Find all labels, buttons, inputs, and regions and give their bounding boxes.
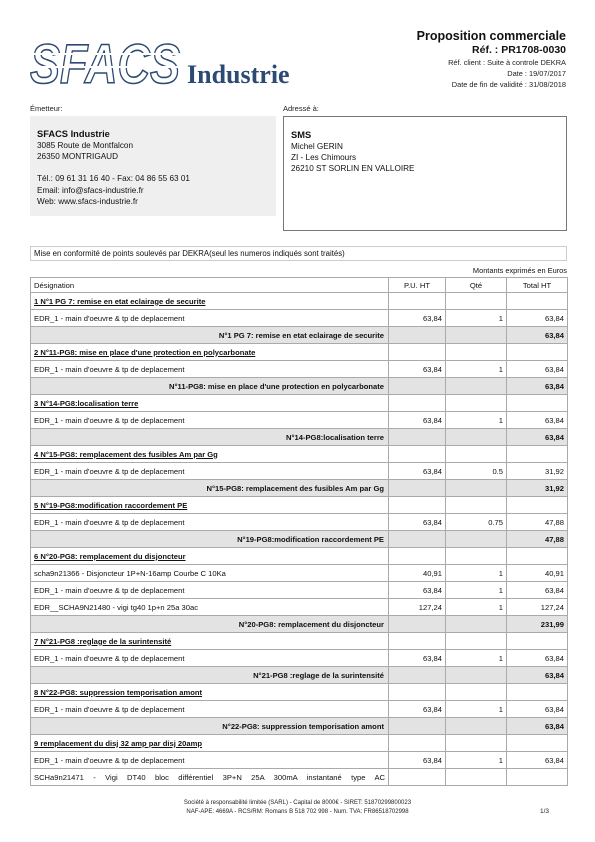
empty-cell bbox=[507, 293, 568, 310]
emitter-address-line2: 26350 MONTRIGAUD bbox=[37, 152, 118, 162]
empty-cell bbox=[389, 548, 446, 565]
subtotal-label: N°19-PG8:modification raccordement PE bbox=[31, 531, 389, 548]
empty-cell bbox=[446, 531, 507, 548]
line-total: 47,88 bbox=[507, 514, 568, 531]
section-subtotal-row bbox=[31, 531, 568, 548]
empty-cell bbox=[507, 548, 568, 565]
empty-cell bbox=[389, 446, 446, 463]
section-title-row bbox=[31, 548, 568, 565]
subtotal-amount: 63,84 bbox=[507, 327, 568, 344]
empty-cell bbox=[446, 378, 507, 395]
column-header-designation: Désignation bbox=[31, 278, 389, 293]
line-item-row bbox=[31, 650, 568, 667]
section-title: 4 N°15-PG8: remplacement des fusibles Am par Gg bbox=[31, 446, 389, 463]
empty-cell bbox=[446, 684, 507, 701]
empty-cell bbox=[446, 548, 507, 565]
section-title-row bbox=[31, 395, 568, 412]
line-quantity bbox=[446, 769, 507, 786]
empty-cell bbox=[389, 327, 446, 344]
line-unit-price: 63,84 bbox=[389, 514, 446, 531]
quote-lines-body bbox=[31, 293, 568, 786]
section-subtotal-row bbox=[31, 429, 568, 446]
empty-cell bbox=[389, 718, 446, 735]
line-quantity: 1 bbox=[446, 361, 507, 378]
empty-cell bbox=[446, 735, 507, 752]
recipient-contact: Michel GERIN bbox=[291, 142, 343, 151]
empty-cell bbox=[389, 344, 446, 361]
empty-cell bbox=[446, 293, 507, 310]
section-subtotal-row bbox=[31, 480, 568, 497]
subtotal-amount: 231,99 bbox=[507, 616, 568, 633]
subtotal-label: N°15-PG8: remplacement des fusibles Am par Gg bbox=[31, 480, 389, 497]
line-quantity: 1 bbox=[446, 701, 507, 718]
section-subtotal-row bbox=[31, 718, 568, 735]
subtotal-label: N°20-PG8: remplacement du disjoncteur bbox=[31, 616, 389, 633]
recipient-address-line1: ZI - Les Chimours bbox=[291, 153, 357, 163]
line-designation: EDR_1 - main d'oeuvre & tp de deplacement bbox=[31, 514, 389, 531]
empty-cell bbox=[507, 497, 568, 514]
line-item-row bbox=[31, 361, 568, 378]
recipient-label: Adressé à: bbox=[283, 104, 319, 113]
subtotal-label: N°11-PG8: mise en place d'une protection en polycarbonate bbox=[31, 378, 389, 395]
empty-cell bbox=[446, 429, 507, 446]
line-designation: EDR_1 - main d'oeuvre & tp de deplacement bbox=[31, 701, 389, 718]
empty-cell bbox=[446, 327, 507, 344]
empty-cell bbox=[389, 616, 446, 633]
section-title-row bbox=[31, 735, 568, 752]
section-title: 3 N°14-PG8:localisation terre bbox=[31, 395, 389, 412]
line-item-row bbox=[31, 463, 568, 480]
recipient-name: SMS bbox=[291, 130, 312, 140]
recipient-address-line2: 26210 ST SORLIN EN VALLOIRE bbox=[291, 164, 415, 174]
line-designation: EDR_1 - main d'oeuvre & tp de deplacement bbox=[31, 650, 389, 667]
emitter-name: SFACS Industrie bbox=[37, 129, 110, 139]
section-title: 9 remplacement du disj 32 amp par disj 20amp bbox=[31, 735, 389, 752]
line-item-row bbox=[31, 769, 568, 786]
document-title: Proposition commerciale bbox=[416, 29, 566, 43]
emitter-email: Email: info@sfacs-industrie.fr bbox=[37, 185, 144, 195]
line-quantity: 0.75 bbox=[446, 514, 507, 531]
section-subtotal-row bbox=[31, 327, 568, 344]
section-title: 6 N°20-PG8: remplacement du disjoncteur bbox=[31, 548, 389, 565]
line-unit-price: 63,84 bbox=[389, 701, 446, 718]
emitter-label: Émetteur: bbox=[30, 104, 63, 113]
line-total: 63,84 bbox=[507, 650, 568, 667]
section-subtotal-row bbox=[31, 616, 568, 633]
column-header-unit-price: P.U. HT bbox=[389, 278, 446, 293]
section-title-row bbox=[31, 633, 568, 650]
line-total bbox=[507, 769, 568, 786]
sfacs-industrie-logo bbox=[30, 34, 320, 92]
line-designation: EDR_1 - main d'oeuvre & tp de deplacement bbox=[31, 463, 389, 480]
line-total: 127,24 bbox=[507, 599, 568, 616]
line-quantity: 1 bbox=[446, 599, 507, 616]
empty-cell bbox=[389, 735, 446, 752]
table-header-row bbox=[31, 278, 568, 293]
line-designation: SCHa9n21471 - Vigi DT40 bloc différentiel 3P+N 25A 300mA instantané type AC bbox=[31, 769, 389, 786]
line-unit-price: 63,84 bbox=[389, 463, 446, 480]
empty-cell bbox=[446, 667, 507, 684]
empty-cell bbox=[446, 616, 507, 633]
line-item-row bbox=[31, 310, 568, 327]
subtotal-label: N°1 PG 7: remise en etat eclairage de securite bbox=[31, 327, 389, 344]
line-item-row bbox=[31, 752, 568, 769]
section-title-row bbox=[31, 497, 568, 514]
line-total: 31,92 bbox=[507, 463, 568, 480]
section-title: 5 N°19-PG8:modification raccordement PE bbox=[31, 497, 389, 514]
empty-cell bbox=[507, 633, 568, 650]
subtotal-label: N°21-PG8 :reglage de la surintensité bbox=[31, 667, 389, 684]
subtotal-amount: 63,84 bbox=[507, 378, 568, 395]
subtotal-label: N°22-PG8: suppression temporisation amont bbox=[31, 718, 389, 735]
empty-cell bbox=[446, 718, 507, 735]
line-quantity: 1 bbox=[446, 752, 507, 769]
empty-cell bbox=[389, 497, 446, 514]
section-subtotal-row bbox=[31, 378, 568, 395]
line-designation: EDR_1 - main d'oeuvre & tp de deplacement bbox=[31, 412, 389, 429]
line-quantity: 1 bbox=[446, 650, 507, 667]
line-designation: EDR__SCHA9N21480 - vigi tg40 1p+n 25a 30ac bbox=[31, 599, 389, 616]
line-quantity: 1 bbox=[446, 412, 507, 429]
empty-cell bbox=[507, 395, 568, 412]
section-title: 8 N°22-PG8: suppression temporisation amont bbox=[31, 684, 389, 701]
line-designation: EDR_1 - main d'oeuvre & tp de deplacement bbox=[31, 361, 389, 378]
line-total: 63,84 bbox=[507, 361, 568, 378]
svg-text:Industrie: Industrie bbox=[187, 60, 290, 89]
empty-cell bbox=[389, 293, 446, 310]
empty-cell bbox=[389, 395, 446, 412]
line-total: 40,91 bbox=[507, 565, 568, 582]
document-date: Date : 19/07/2017 bbox=[507, 69, 566, 79]
column-header-total: Total HT bbox=[507, 278, 568, 293]
subtotal-amount: 63,84 bbox=[507, 718, 568, 735]
subtotal-amount: 63,84 bbox=[507, 667, 568, 684]
empty-cell bbox=[507, 684, 568, 701]
line-unit-price: 63,84 bbox=[389, 310, 446, 327]
document-header bbox=[417, 29, 566, 91]
line-unit-price: 63,84 bbox=[389, 650, 446, 667]
empty-cell bbox=[446, 497, 507, 514]
line-unit-price: 40,91 bbox=[389, 565, 446, 582]
subtotal-amount: 47,88 bbox=[507, 531, 568, 548]
line-quantity: 1 bbox=[446, 565, 507, 582]
line-total: 63,84 bbox=[507, 701, 568, 718]
empty-cell bbox=[389, 684, 446, 701]
line-quantity: 0.5 bbox=[446, 463, 507, 480]
footer-line1: Société à responsabilité limitée (SARL) - Capital de 8000€ - SIRET: 51870299800023 bbox=[183, 800, 412, 806]
emitter-phone: Tél.: 09 61 31 16 40 - Fax: 04 86 55 63 01 bbox=[37, 174, 190, 184]
line-unit-price bbox=[389, 769, 446, 786]
column-header-quantity: Qté bbox=[446, 278, 507, 293]
emitter-web: Web: www.sfacs-industrie.fr bbox=[37, 196, 138, 206]
subtotal-label: N°14-PG8:localisation terre bbox=[31, 429, 389, 446]
emitter-box bbox=[30, 116, 276, 216]
subtotal-amount: 31,92 bbox=[507, 480, 568, 497]
footer-line2: NAF-APE: 4669A - RCS/RM: Romans B 518 702 998 - Num. TVA: FR86518702998 bbox=[186, 809, 409, 815]
line-quantity: 1 bbox=[446, 582, 507, 599]
currency-note: Montants exprimés en Euros bbox=[472, 266, 567, 275]
section-title-row bbox=[31, 293, 568, 310]
section-title-row bbox=[31, 344, 568, 361]
section-title: 1 N°1 PG 7: remise en etat eclairage de securite bbox=[31, 293, 389, 310]
line-item-row bbox=[31, 514, 568, 531]
empty-cell bbox=[389, 531, 446, 548]
section-subtotal-row bbox=[31, 667, 568, 684]
empty-cell bbox=[507, 446, 568, 463]
line-designation: scha9n21366 - Disjoncteur 1P+N-16amp Courbe C 10Ka bbox=[31, 565, 389, 582]
line-total: 63,84 bbox=[507, 752, 568, 769]
document-reference: Réf. : PR1708-0030 bbox=[472, 44, 566, 56]
line-unit-price: 63,84 bbox=[389, 361, 446, 378]
line-total: 63,84 bbox=[507, 412, 568, 429]
svg-text:SFACS: SFACS bbox=[30, 34, 180, 92]
proposal-subject: Mise en conformité de points soulevés par DEKRA(seul les numeros indiqués sont traités) bbox=[30, 246, 567, 261]
section-title: 7 N°21-PG8 :reglage de la surintensité bbox=[31, 633, 389, 650]
line-total: 63,84 bbox=[507, 582, 568, 599]
quote-lines-table bbox=[30, 277, 568, 786]
empty-cell bbox=[389, 480, 446, 497]
section-title-row bbox=[31, 446, 568, 463]
line-unit-price: 63,84 bbox=[389, 582, 446, 599]
empty-cell bbox=[389, 378, 446, 395]
line-quantity: 1 bbox=[446, 310, 507, 327]
line-designation: EDR_1 - main d'oeuvre & tp de deplacement bbox=[31, 752, 389, 769]
line-item-row bbox=[31, 599, 568, 616]
line-unit-price: 127,24 bbox=[389, 599, 446, 616]
empty-cell bbox=[507, 735, 568, 752]
legal-footer bbox=[0, 799, 595, 817]
empty-cell bbox=[507, 344, 568, 361]
recipient-box bbox=[283, 116, 567, 231]
empty-cell bbox=[446, 344, 507, 361]
empty-cell bbox=[446, 633, 507, 650]
line-item-row bbox=[31, 565, 568, 582]
section-title: 2 N°11-PG8: mise en place d'une protection en polycarbonate bbox=[31, 344, 389, 361]
line-item-row bbox=[31, 412, 568, 429]
empty-cell bbox=[389, 633, 446, 650]
line-designation: EDR_1 - main d'oeuvre & tp de deplacement bbox=[31, 310, 389, 327]
page-number: 1/3 bbox=[539, 808, 549, 815]
line-unit-price: 63,84 bbox=[389, 412, 446, 429]
empty-cell bbox=[389, 667, 446, 684]
line-item-row bbox=[31, 701, 568, 718]
subtotal-amount: 63,84 bbox=[507, 429, 568, 446]
empty-cell bbox=[446, 446, 507, 463]
line-total: 63,84 bbox=[507, 310, 568, 327]
section-title-row bbox=[31, 684, 568, 701]
line-item-row bbox=[31, 582, 568, 599]
empty-cell bbox=[446, 480, 507, 497]
line-designation: EDR_1 - main d'oeuvre & tp de deplacement bbox=[31, 582, 389, 599]
line-unit-price: 63,84 bbox=[389, 752, 446, 769]
empty-cell bbox=[389, 429, 446, 446]
validity-date: Date de fin de validité : 31/08/2018 bbox=[451, 80, 566, 90]
empty-cell bbox=[446, 395, 507, 412]
client-reference: Réf. client : Suite à controle DEKRA bbox=[448, 58, 566, 67]
emitter-address-line1: 3085 Route de Montfalcon bbox=[37, 141, 134, 150]
